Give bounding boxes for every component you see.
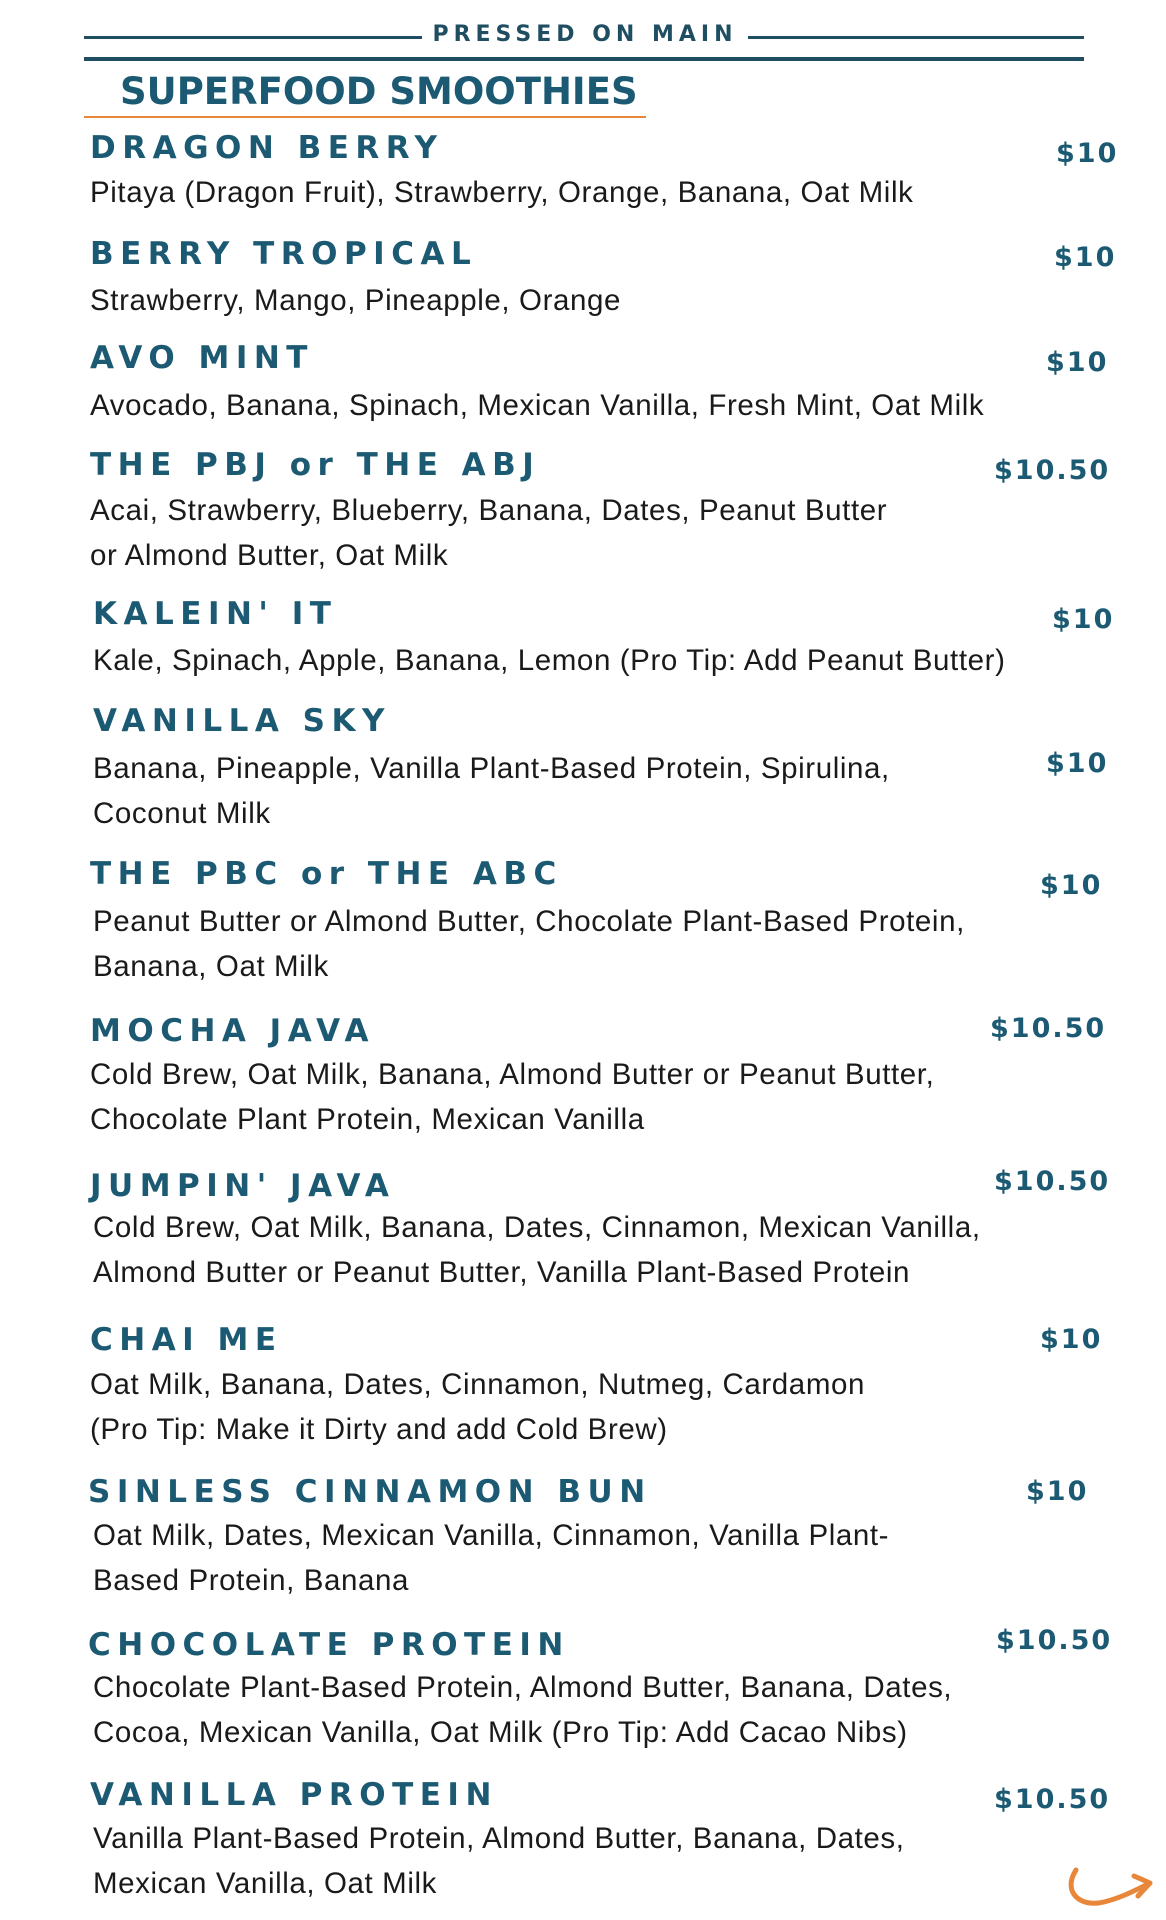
- item-description-line: Chocolate Plant-Based Protein, Almond Butter, Banana, Dates,: [93, 1671, 953, 1704]
- item-description-line: Pitaya (Dragon Fruit), Strawberry, Orange, Banana, Oat Milk: [90, 176, 914, 209]
- section-underline: [84, 116, 646, 118]
- item-price: $10: [1040, 1324, 1103, 1355]
- item-name: MOCHA JAVA: [90, 1013, 375, 1049]
- item-description-line: Strawberry, Mango, Pineapple, Orange: [90, 284, 622, 317]
- header-rule-left: [84, 36, 422, 39]
- item-name: JUMPIN' JAVA: [90, 1168, 396, 1204]
- item-description-line: (Pro Tip: Make it Dirty and add Cold Brew): [90, 1413, 668, 1446]
- item-description-line: Banana, Pineapple, Vanilla Plant-Based Protein, Spirulina,: [93, 752, 890, 785]
- item-name: THE PBC or THE ABC: [90, 856, 563, 892]
- item-price: $10: [1054, 242, 1117, 273]
- item-description: [93, 1816, 905, 1906]
- item-name: CHOCOLATE PROTEIN: [88, 1627, 570, 1663]
- item-price: $10: [1026, 1476, 1089, 1507]
- item-description-line: Vanilla Plant-Based Protein, Almond Butter, Banana, Dates,: [93, 1822, 905, 1855]
- item-name: DRAGON BERRY: [90, 130, 444, 166]
- item-description: [93, 638, 1006, 683]
- item-description-line: Based Protein, Banana: [93, 1564, 410, 1597]
- item-name: THE PBJ or THE ABJ: [90, 447, 541, 483]
- item-price: $10.50: [994, 455, 1111, 486]
- item-description-line: Cold Brew, Oat Milk, Banana, Almond Butter or Peanut Butter,: [90, 1058, 935, 1091]
- item-description-line: Almond Butter or Peanut Butter, Vanilla Plant-Based Protein: [93, 1256, 911, 1289]
- item-name: SINLESS CINNAMON BUN: [88, 1474, 652, 1510]
- item-name: VANILLA SKY: [93, 703, 391, 739]
- item-description-line: Cocoa, Mexican Vanilla, Oat Milk (Pro Tip: Add Cacao Nibs): [93, 1716, 908, 1749]
- item-description: [90, 488, 887, 578]
- section-title: SUPERFOOD SMOOTHIES: [120, 70, 638, 113]
- item-name: BERRY TROPICAL: [90, 236, 478, 272]
- header-bar: [84, 57, 1084, 61]
- item-name: AVO MINT: [90, 340, 314, 376]
- item-price: $10.50: [994, 1784, 1111, 1815]
- curved-arrow-right-icon[interactable]: [1058, 1862, 1158, 1912]
- item-price: $10.50: [996, 1625, 1113, 1656]
- brand-name: PRESSED ON MAIN: [432, 22, 738, 47]
- header-row: [84, 22, 1084, 62]
- item-description: [93, 1665, 952, 1755]
- item-price: $10: [1052, 604, 1115, 635]
- item-description-line: Oat Milk, Banana, Dates, Cinnamon, Nutmeg, Cardamon: [90, 1368, 865, 1401]
- item-description: [93, 899, 965, 989]
- item-description-line: Oat Milk, Dates, Mexican Vanilla, Cinnamon, Vanilla Plant-: [93, 1519, 890, 1552]
- item-price: $10: [1046, 748, 1109, 779]
- item-description: [90, 1362, 865, 1452]
- item-description: [90, 383, 984, 428]
- item-description-line: Cold Brew, Oat Milk, Banana, Dates, Cinnamon, Mexican Vanilla,: [93, 1211, 981, 1244]
- item-description-line: Avocado, Banana, Spinach, Mexican Vanilla, Fresh Mint, Oat Milk: [90, 389, 985, 422]
- item-description-line: Banana, Oat Milk: [93, 950, 329, 983]
- item-description-line: Peanut Butter or Almond Butter, Chocolate Plant-Based Protein,: [93, 905, 965, 938]
- item-description-line: Mexican Vanilla, Oat Milk: [93, 1867, 437, 1900]
- item-name: CHAI ME: [90, 1322, 283, 1358]
- item-description: [90, 170, 913, 215]
- item-description: [90, 1052, 934, 1142]
- item-description-line: Chocolate Plant Protein, Mexican Vanilla: [90, 1103, 645, 1136]
- item-price: $10.50: [990, 1013, 1107, 1044]
- item-description-line: Acai, Strawberry, Blueberry, Banana, Dates, Peanut Butter: [90, 494, 888, 527]
- item-description-line: Kale, Spinach, Apple, Banana, Lemon (Pro Tip: Add Peanut Butter): [93, 644, 1006, 677]
- item-description: [93, 1205, 981, 1295]
- item-price: $10.50: [994, 1166, 1111, 1197]
- header-rule-right: [748, 36, 1084, 39]
- item-description: [93, 1513, 889, 1603]
- item-price: $10: [1056, 138, 1119, 169]
- item-description: [90, 278, 621, 323]
- item-name: KALEIN' IT: [93, 596, 338, 632]
- item-description: [93, 746, 890, 836]
- item-description-line: or Almond Butter, Oat Milk: [90, 539, 449, 572]
- item-price: $10: [1040, 870, 1103, 901]
- item-name: VANILLA PROTEIN: [90, 1777, 498, 1813]
- item-price: $10: [1046, 347, 1109, 378]
- item-description-line: Coconut Milk: [93, 797, 271, 830]
